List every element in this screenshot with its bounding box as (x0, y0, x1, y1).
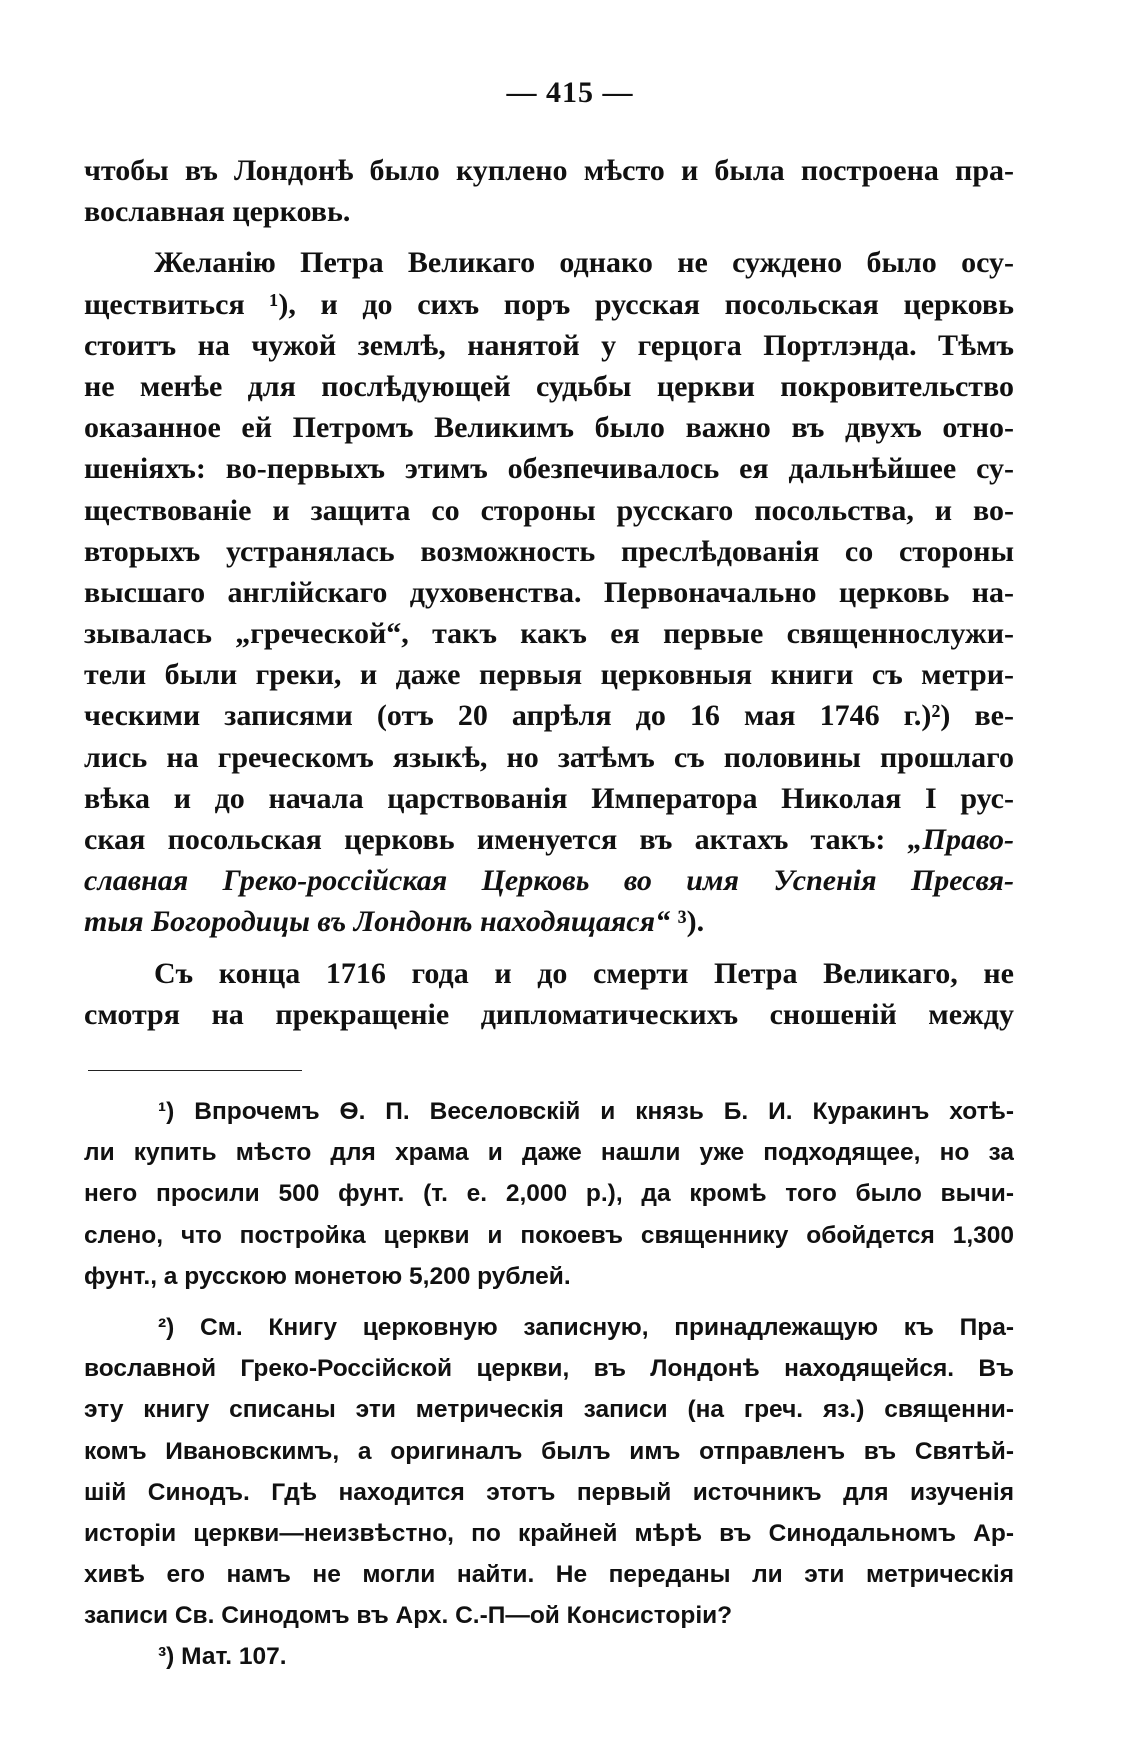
footnote-line: ¹) Впрочемъ Ѳ. П. Веселовскій и князь Б. И. Куракинъ хотѣ- (158, 1098, 1014, 1125)
text-line: вославная церковь. (84, 195, 351, 229)
footnote-line: записи Св. Синодомъ въ Арх. С.-П—ой Консисторіи? (84, 1602, 733, 1630)
footnote-line: шій Синодъ. Гдѣ находится этотъ первый источникъ для изученія (84, 1478, 1014, 1506)
footnote-line: комъ Ивановскимъ, а оригиналъ былъ имъ отправленъ въ Святѣй- (84, 1437, 1014, 1465)
text-line: Съ конца 1716 года и до смерти Петра Великаго, не (154, 956, 1014, 990)
footnote-line: вославной Греко-Россійской церкви, въ Лондонѣ находящейся. Въ (84, 1355, 1014, 1383)
text-line: стоитъ на чужой землѣ, нанятой у герцога Портлэнда. Тѣмъ (84, 328, 1014, 362)
footnote-line: хивѣ его намъ не могли найти. Не переданы ли эти метрическія (84, 1561, 1014, 1589)
text-span: ³). (670, 905, 705, 939)
footnote-line: ³) Мат. 107. (158, 1643, 287, 1671)
footnotes (84, 1094, 1014, 1681)
text-line: лись на греческомъ языкѣ, но затѣмъ съ половины прошлаго (84, 740, 1014, 774)
italic-title-span: тыя Богородицы въ Лондонѣ находящаяся“ (84, 905, 671, 939)
footnote-line: исторіи церкви—неизвѣстно, по крайней мѣрѣ въ Синодальномъ Ар- (84, 1519, 1014, 1547)
footnote-line: него просили 500 фунт. (т. е. 2,000 р.), да кромѣ того было вычи- (84, 1180, 1014, 1208)
text-line: ществованіе и защита со стороны русскаго посольства, и во- (84, 493, 1014, 527)
text-line: ществиться ¹), и до сихъ поръ русская посольская церковь (84, 287, 1014, 321)
text-line: тели были греки, и даже первыя церковныя книги съ метри- (84, 658, 1014, 692)
text-line: зывалась „греческой“, такъ какъ ея первые священнослужи- (84, 617, 1014, 651)
text-line (84, 819, 1014, 860)
text-line: высшаго англійскаго духовенства. Первоначально церковь на- (84, 575, 1014, 609)
text-line: не менѣе для послѣдующей судьбы церкви покровительство (84, 369, 1014, 403)
text-line: смотря на прекращеніе дипломатическихъ сношеній между (84, 997, 1014, 1031)
footnote-line: эту книгу списаны эти метрическія записи (на греч. яз.) священни- (84, 1396, 1014, 1424)
text-line: чтобы въ Лондонѣ было куплено мѣсто и была построена пра- (84, 154, 1014, 187)
italic-title-line: славная Греко-россійская Церковь во имя Успенія Пресвя- (84, 864, 1014, 898)
text-span: ская посольская церковь именуется въ актахъ такъ: (84, 823, 908, 856)
text-line: Желанію Петра Великаго однако не суждено было осу- (154, 246, 1014, 280)
text-line: ческими записями (отъ 20 апрѣля до 16 мая 1746 г.)²) ве- (84, 699, 1014, 733)
footnote-line: ²) См. Книгу церковную записную, принадлежащую къ Пра- (158, 1313, 1014, 1341)
text-line: вторыхъ устранялась возможность преслѣдованія со стороны (84, 534, 1014, 568)
italic-title-span: „Право- (907, 823, 1014, 856)
text-line: вѣка и до начала царствованія Императора Николая I рус- (84, 781, 1014, 815)
footnote-line: слено, что постройка церкви и покоевъ священнику обойдется 1,300 (84, 1221, 1014, 1249)
page-number: — 415 — (506, 76, 634, 109)
footnote-divider (88, 1070, 302, 1071)
text-line: шеніяхъ: во-первыхъ этимъ обезпечивалось ея дальнѣйшее су- (84, 452, 1014, 486)
footnote-line: ли купить мѣсто для храма и даже нашли уже подходящее, но за (84, 1139, 1014, 1167)
main-text (84, 150, 1014, 1035)
text-line: оказанное ей Петромъ Великимъ было важно въ двухъ отно- (84, 411, 1014, 445)
text-line (84, 901, 1014, 942)
footnote-line: фунт., а русскою монетою 5,200 рублей. (84, 1262, 571, 1290)
